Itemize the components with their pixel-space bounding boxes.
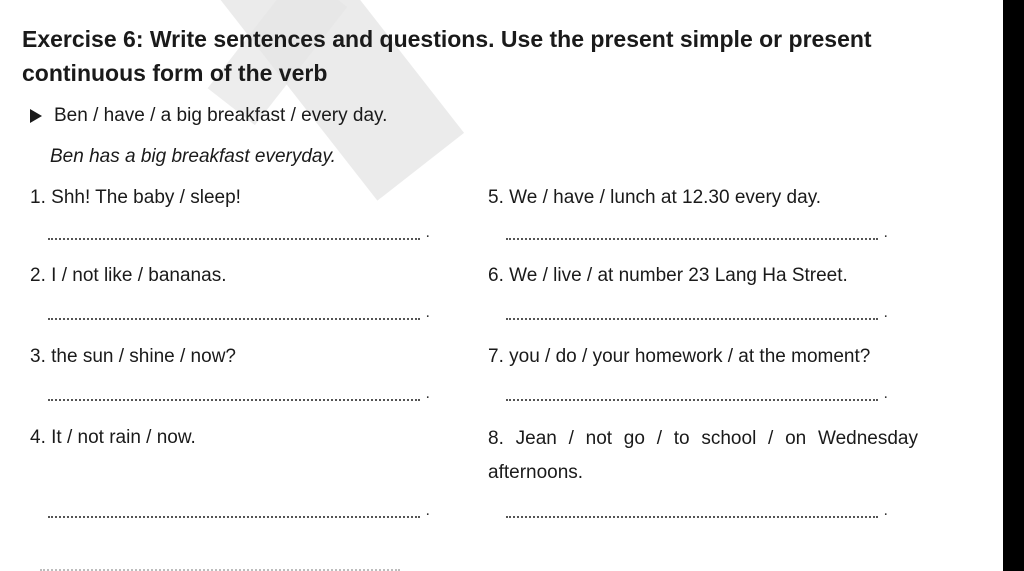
item-text: the sun / shine / now? [51,346,236,367]
item-text: We / live / at number 23 Lang Ha Street. [509,265,848,286]
answer-line-2[interactable] [48,318,420,320]
cut-off-next-line [40,563,400,571]
item-text: It / not rain / now. [51,427,196,448]
exercise-item-2 [30,260,226,292]
answer-line-5[interactable] [506,238,878,240]
triangle-bullet-icon [30,109,42,123]
item-number: 5. [488,187,504,208]
answer-line-6[interactable] [506,318,878,320]
exercise-item-5 [488,182,821,214]
answer-line-8[interactable] [506,516,878,518]
item-text: Jean / not go / to school / on Wednesday afternoons. [488,428,918,483]
exercise-item-3 [30,341,236,373]
exercise-item-4 [30,422,196,454]
item-number: 6. [488,265,504,286]
example-prompt [30,105,387,127]
item-text: I / not like / bananas. [51,265,227,286]
item-text: you / do / your homework / at the moment? [509,346,871,367]
answer-line-7[interactable] [506,399,878,401]
exercise-item-7 [488,341,870,373]
item-number: 7. [488,346,504,367]
example-answer: Ben has a big breakfast everyday. [50,146,336,167]
answer-line-1[interactable] [48,238,420,240]
answer-line-3[interactable] [48,399,420,401]
item-text: We / have / lunch at 12.30 every day. [509,187,822,208]
exercise-item-6 [488,260,848,292]
item-number: 2. [30,265,46,286]
exercise-title: Exercise 6: Write sentences and questions. Use the present simple or present continuous form of the verb [22,26,872,86]
screen-edge-bar [1003,0,1024,571]
item-number: 4. [30,427,46,448]
item-text: Shh! The baby / sleep! [51,187,241,208]
example-prompt-text: Ben / have / a big breakfast / every day. [54,105,388,126]
item-number: 3. [30,346,46,367]
exercise-item-8 [488,422,918,490]
item-number: 1. [30,187,46,208]
answer-line-4[interactable] [48,516,420,518]
exercise-item-1 [30,182,241,214]
item-number: 8. [488,428,504,449]
